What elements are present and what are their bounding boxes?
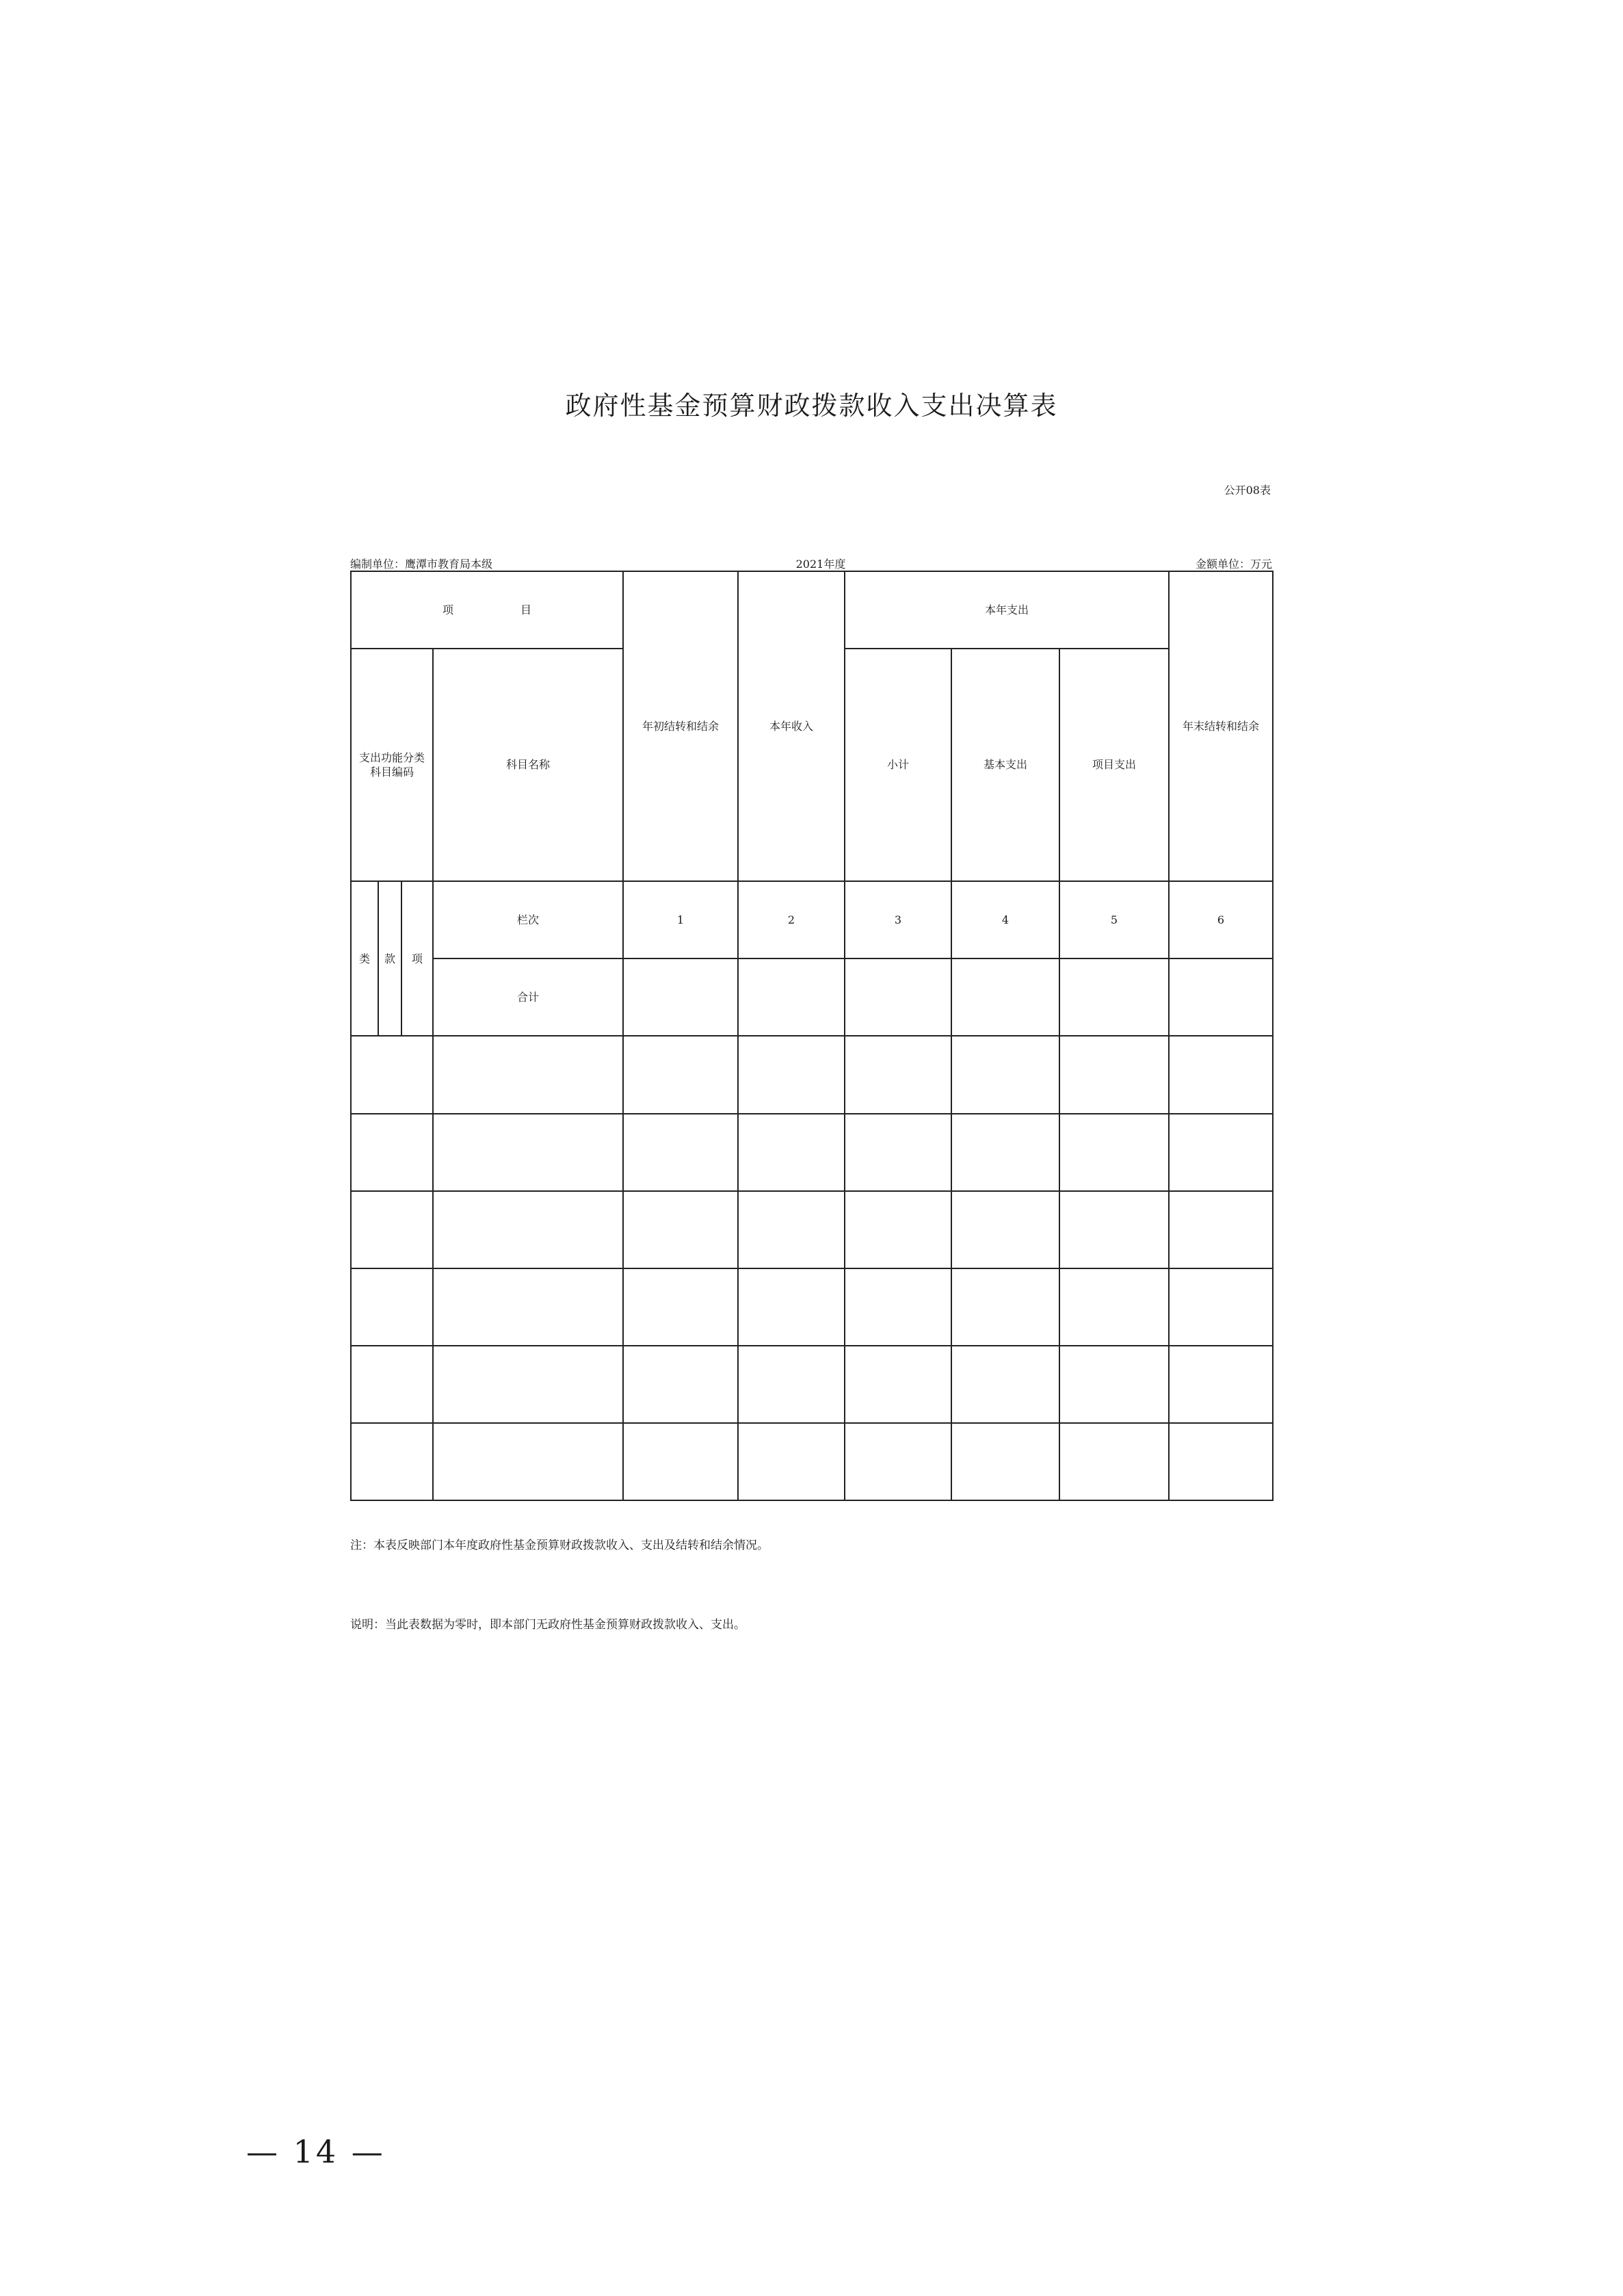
table-note: 注：本表反映部门本年度政府性基金预算财政拨款收入、支出及结转和结余情况。 — [350, 1539, 769, 1552]
table-cell — [738, 1423, 845, 1500]
table-cell — [951, 1114, 1059, 1191]
header-func-code: 支出功能分类科目编码 — [351, 649, 433, 881]
header-subject-name: 科目名称 — [433, 649, 623, 881]
code-kuan: 款 — [378, 881, 401, 1036]
table-cell — [1059, 1036, 1169, 1113]
table-cell — [351, 1191, 433, 1268]
header-project-expense: 项目支出 — [1059, 649, 1169, 881]
column-index-3: 3 — [845, 881, 951, 958]
page-number: — 14 — — [246, 2133, 386, 2170]
table-cell — [845, 1423, 951, 1500]
table-cell — [623, 1114, 738, 1191]
column-index-5: 5 — [1059, 881, 1169, 958]
table-cell — [351, 1423, 433, 1500]
table-cell — [738, 958, 845, 1036]
table-cell — [845, 958, 951, 1036]
table-cell — [623, 1191, 738, 1268]
table-cell — [623, 1423, 738, 1500]
table-cell — [1059, 1191, 1169, 1268]
table-cell — [351, 1346, 433, 1423]
column-index-6: 6 — [1169, 881, 1273, 958]
amount-unit: 金额单位：万元 — [1195, 558, 1272, 571]
table-cell — [1169, 1036, 1273, 1113]
header-income: 本年收入 — [738, 571, 845, 881]
table-cell — [1169, 1114, 1273, 1191]
column-index-row — [351, 881, 1273, 958]
table-cell — [623, 1346, 738, 1423]
table-cell — [738, 1114, 845, 1191]
table-row — [351, 1268, 1273, 1346]
table-cell — [951, 1346, 1059, 1423]
table-cell — [1169, 1423, 1273, 1500]
header-subtotal: 小计 — [845, 649, 951, 881]
code-xiang: 项 — [401, 881, 433, 1036]
column-index-label: 栏次 — [433, 881, 623, 958]
table-row — [351, 1423, 1273, 1500]
column-index-1: 1 — [623, 881, 738, 958]
table-cell — [351, 1114, 433, 1191]
table-row — [351, 1346, 1273, 1423]
column-index-2: 2 — [738, 881, 845, 958]
table-cell — [738, 1191, 845, 1268]
form-number: 公开08表 — [1224, 484, 1271, 497]
table-cell — [845, 1114, 951, 1191]
table-cell — [1059, 1423, 1169, 1500]
table-cell — [433, 1036, 623, 1113]
page-title: 政府性基金预算财政拨款收入支出决算表 — [565, 391, 1058, 421]
table-cell — [1059, 1346, 1169, 1423]
table-cell — [738, 1268, 845, 1346]
table-cell — [1059, 958, 1169, 1036]
total-row — [351, 958, 1273, 1036]
header-begin-balance: 年初结转和结余 — [623, 571, 738, 881]
fund-table — [350, 571, 1274, 1501]
table-cell — [1059, 1268, 1169, 1346]
header-basic-expense: 基本支出 — [951, 649, 1059, 881]
table-cell — [1059, 1114, 1169, 1191]
table-row — [351, 1191, 1273, 1268]
column-index-4: 4 — [951, 881, 1059, 958]
table-cell — [623, 1268, 738, 1346]
table-row — [351, 1114, 1273, 1191]
table-cell — [433, 1114, 623, 1191]
header-expense: 本年支出 — [845, 571, 1169, 649]
compiling-unit: 编制单位：鹰潭市教育局本级 — [350, 558, 493, 571]
table-cell — [433, 1191, 623, 1268]
code-lei: 类 — [351, 881, 378, 1036]
table-cell — [1169, 1268, 1273, 1346]
table-cell — [433, 1346, 623, 1423]
table-cell — [623, 958, 738, 1036]
table-cell — [951, 1036, 1059, 1113]
table-explanation: 说明：当此表数据为零时，即本部门无政府性基金预算财政拨款收入、支出。 — [350, 1618, 745, 1632]
table-cell — [845, 1191, 951, 1268]
table-cell — [351, 1036, 433, 1113]
table-cell — [433, 1268, 623, 1346]
total-label: 合计 — [433, 958, 623, 1036]
table-cell — [351, 1268, 433, 1346]
table-row — [351, 1036, 1273, 1113]
table-cell — [623, 1036, 738, 1113]
table-cell — [1169, 1346, 1273, 1423]
table-cell — [433, 1423, 623, 1500]
header-item: 项 目 — [351, 571, 623, 649]
table-cell — [951, 1268, 1059, 1346]
table-cell — [1169, 958, 1273, 1036]
fiscal-year: 2021年度 — [795, 558, 846, 571]
table-cell — [951, 1423, 1059, 1500]
header-end-balance: 年末结转和结余 — [1169, 571, 1273, 881]
table-cell — [738, 1036, 845, 1113]
table-cell — [738, 1346, 845, 1423]
table-cell — [845, 1036, 951, 1113]
table-cell — [951, 958, 1059, 1036]
table-cell — [845, 1346, 951, 1423]
table-cell — [1169, 1191, 1273, 1268]
table-cell — [845, 1268, 951, 1346]
table-cell — [951, 1191, 1059, 1268]
